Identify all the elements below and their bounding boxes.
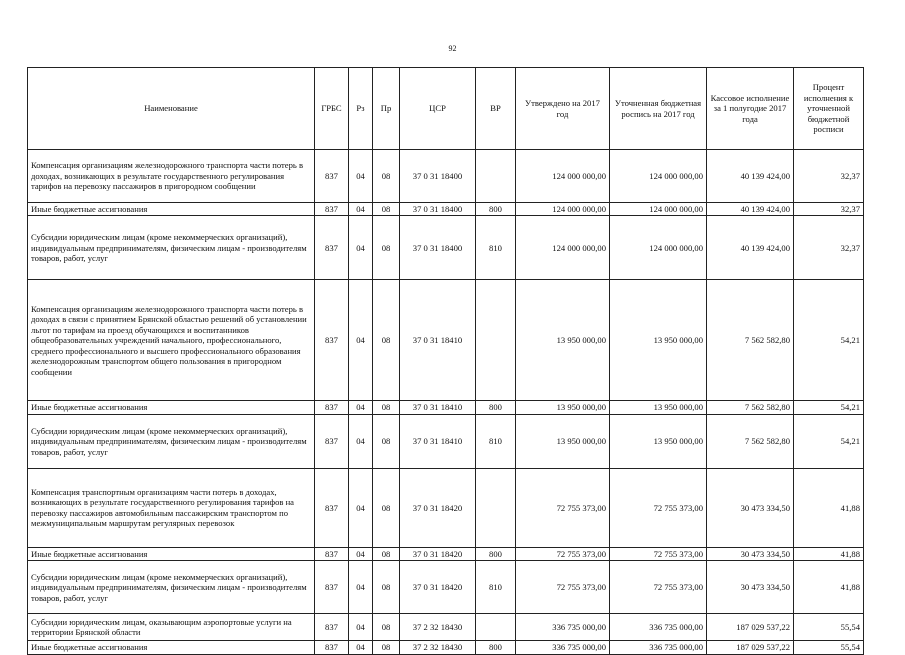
cell-rz: 04 — [349, 641, 373, 654]
cell-rz: 04 — [349, 216, 373, 280]
cell-rz: 04 — [349, 468, 373, 547]
cell-pr: 08 — [373, 614, 400, 641]
cell-approved: 72 755 373,00 — [516, 547, 610, 560]
cell-grbs: 837 — [315, 641, 349, 654]
cell-revised: 72 755 373,00 — [610, 468, 707, 547]
cell-vr — [476, 468, 516, 547]
cell-approved: 124 000 000,00 — [516, 216, 610, 280]
table-row — [28, 614, 864, 641]
cell-vr: 810 — [476, 414, 516, 468]
cell-revised: 13 950 000,00 — [610, 401, 707, 414]
table-row — [28, 280, 864, 401]
cell-vr: 810 — [476, 216, 516, 280]
table-row — [28, 468, 864, 547]
table-row — [28, 561, 864, 614]
cell-percent: 55,54 — [794, 641, 864, 654]
cell-name: Субсидии юридическим лицам, оказывающим аэропортовые услуги на территории Брянской области — [28, 614, 315, 641]
cell-rz: 04 — [349, 150, 373, 203]
cell-percent: 32,37 — [794, 203, 864, 216]
cell-name: Субсидии юридическим лицам (кроме некоммерческих организаций), индивидуальным предпринимателям, физическим лицам - производителям товаров, работ, услуг — [28, 561, 315, 614]
header-csr: ЦСР — [400, 68, 476, 150]
table-row — [28, 414, 864, 468]
cell-pr: 08 — [373, 203, 400, 216]
cell-rz: 04 — [349, 414, 373, 468]
cell-pr: 08 — [373, 414, 400, 468]
cell-revised: 13 950 000,00 — [610, 414, 707, 468]
cell-csr: 37 0 31 18410 — [400, 414, 476, 468]
cell-vr — [476, 614, 516, 641]
table-row — [28, 401, 864, 414]
cell-grbs: 837 — [315, 216, 349, 280]
cell-vr — [476, 280, 516, 401]
cell-cash: 30 473 334,50 — [707, 561, 794, 614]
header-name: Наименование — [28, 68, 315, 150]
cell-name: Компенсация организациям железнодорожного транспорта части потерь в доходах, возникающих в результате государственного регулирования тарифов на перевозку пассажиров в пригородном сообщении — [28, 150, 315, 203]
header-grbs: ГРБС — [315, 68, 349, 150]
cell-grbs: 837 — [315, 561, 349, 614]
cell-pr: 08 — [373, 561, 400, 614]
header-percent: Процент исполнения к уточненной бюджетной росписи — [794, 68, 864, 150]
cell-pr: 08 — [373, 547, 400, 560]
cell-percent: 41,88 — [794, 547, 864, 560]
cell-pr: 08 — [373, 641, 400, 654]
cell-vr — [476, 150, 516, 203]
cell-percent: 32,37 — [794, 150, 864, 203]
cell-revised: 124 000 000,00 — [610, 216, 707, 280]
cell-cash: 187 029 537,22 — [707, 641, 794, 654]
cell-pr: 08 — [373, 150, 400, 203]
cell-revised: 72 755 373,00 — [610, 547, 707, 560]
header-revised: Уточненная бюджетная роспись на 2017 год — [610, 68, 707, 150]
cell-cash: 7 562 582,80 — [707, 401, 794, 414]
cell-pr: 08 — [373, 216, 400, 280]
cell-name: Субсидии юридическим лицам (кроме некоммерческих организаций), индивидуальным предпринимателям, физическим лицам - производителям товаров, работ, услуг — [28, 216, 315, 280]
cell-csr: 37 2 32 18430 — [400, 614, 476, 641]
cell-approved: 13 950 000,00 — [516, 280, 610, 401]
cell-approved: 124 000 000,00 — [516, 150, 610, 203]
cell-csr: 37 0 31 18400 — [400, 216, 476, 280]
cell-pr: 08 — [373, 280, 400, 401]
cell-name: Иные бюджетные ассигнования — [28, 547, 315, 560]
cell-cash: 40 139 424,00 — [707, 203, 794, 216]
table-row — [28, 641, 864, 654]
cell-name: Иные бюджетные ассигнования — [28, 401, 315, 414]
cell-approved: 13 950 000,00 — [516, 401, 610, 414]
header-cash: Кассовое исполнение за 1 полугодие 2017 года — [707, 68, 794, 150]
cell-csr: 37 0 31 18400 — [400, 203, 476, 216]
cell-revised: 124 000 000,00 — [610, 150, 707, 203]
cell-pr: 08 — [373, 401, 400, 414]
cell-percent: 54,21 — [794, 414, 864, 468]
cell-percent: 41,88 — [794, 468, 864, 547]
cell-cash: 187 029 537,22 — [707, 614, 794, 641]
cell-percent: 54,21 — [794, 401, 864, 414]
cell-csr: 37 0 31 18410 — [400, 401, 476, 414]
cell-vr: 800 — [476, 401, 516, 414]
cell-name: Иные бюджетные ассигнования — [28, 203, 315, 216]
cell-grbs: 837 — [315, 468, 349, 547]
cell-grbs: 837 — [315, 150, 349, 203]
header-pr: Пр — [373, 68, 400, 150]
cell-rz: 04 — [349, 280, 373, 401]
cell-grbs: 837 — [315, 614, 349, 641]
cell-cash: 40 139 424,00 — [707, 150, 794, 203]
cell-name: Субсидии юридическим лицам (кроме некоммерческих организаций), индивидуальным предпринимателям, физическим лицам - производителям товаров, работ, услуг — [28, 414, 315, 468]
cell-grbs: 837 — [315, 280, 349, 401]
cell-rz: 04 — [349, 614, 373, 641]
cell-name: Компенсация организациям железнодорожного транспорта части потерь в доходах в связи с принятием Брянской областью решений об установлении льгот по тарифам на проезд обучающихся и воспитанников общеобразовательных учреждений начального, профессионального, среднего профессионального и высшего профессионального образования железнодорожным транспортом общего пользования в пригородном сообщении — [28, 280, 315, 401]
cell-name: Компенсация транспортным организациям части потерь в доходах, возникающих в результате государственного регулирования тарифов на перевозку пассажиров автомобильным пассажирским транспортом по межмуниципальным маршрутам регулярных перевозок — [28, 468, 315, 547]
table-row — [28, 547, 864, 560]
cell-approved: 336 735 000,00 — [516, 641, 610, 654]
cell-grbs: 837 — [315, 203, 349, 216]
cell-csr: 37 0 31 18420 — [400, 561, 476, 614]
budget-table — [27, 67, 864, 655]
cell-grbs: 837 — [315, 401, 349, 414]
cell-vr: 800 — [476, 203, 516, 216]
cell-percent: 54,21 — [794, 280, 864, 401]
cell-csr: 37 0 31 18420 — [400, 547, 476, 560]
table-row — [28, 203, 864, 216]
cell-revised: 124 000 000,00 — [610, 203, 707, 216]
cell-vr: 800 — [476, 641, 516, 654]
header-row — [28, 68, 864, 150]
cell-cash: 7 562 582,80 — [707, 280, 794, 401]
table-row — [28, 216, 864, 280]
cell-revised: 13 950 000,00 — [610, 280, 707, 401]
cell-vr: 800 — [476, 547, 516, 560]
cell-approved: 13 950 000,00 — [516, 414, 610, 468]
cell-cash: 7 562 582,80 — [707, 414, 794, 468]
cell-csr: 37 0 31 18400 — [400, 150, 476, 203]
cell-approved: 72 755 373,00 — [516, 468, 610, 547]
header-approved: Утверждено на 2017 год — [516, 68, 610, 150]
cell-grbs: 837 — [315, 547, 349, 560]
cell-csr: 37 0 31 18410 — [400, 280, 476, 401]
cell-approved: 72 755 373,00 — [516, 561, 610, 614]
cell-csr: 37 2 32 18430 — [400, 641, 476, 654]
cell-rz: 04 — [349, 401, 373, 414]
cell-approved: 336 735 000,00 — [516, 614, 610, 641]
cell-csr: 37 0 31 18420 — [400, 468, 476, 547]
cell-percent: 32,37 — [794, 216, 864, 280]
cell-percent: 55,54 — [794, 614, 864, 641]
cell-revised: 336 735 000,00 — [610, 641, 707, 654]
cell-rz: 04 — [349, 561, 373, 614]
cell-pr: 08 — [373, 468, 400, 547]
cell-revised: 72 755 373,00 — [610, 561, 707, 614]
table-row — [28, 150, 864, 203]
cell-vr: 810 — [476, 561, 516, 614]
cell-rz: 04 — [349, 547, 373, 560]
cell-name: Иные бюджетные ассигнования — [28, 641, 315, 654]
cell-cash: 30 473 334,50 — [707, 468, 794, 547]
cell-rz: 04 — [349, 203, 373, 216]
cell-grbs: 837 — [315, 414, 349, 468]
cell-approved: 124 000 000,00 — [516, 203, 610, 216]
cell-cash: 40 139 424,00 — [707, 216, 794, 280]
cell-cash: 30 473 334,50 — [707, 547, 794, 560]
cell-percent: 41,88 — [794, 561, 864, 614]
cell-revised: 336 735 000,00 — [610, 614, 707, 641]
header-rz: Рз — [349, 68, 373, 150]
page-number: 92 — [448, 44, 457, 53]
header-vr: ВР — [476, 68, 516, 150]
